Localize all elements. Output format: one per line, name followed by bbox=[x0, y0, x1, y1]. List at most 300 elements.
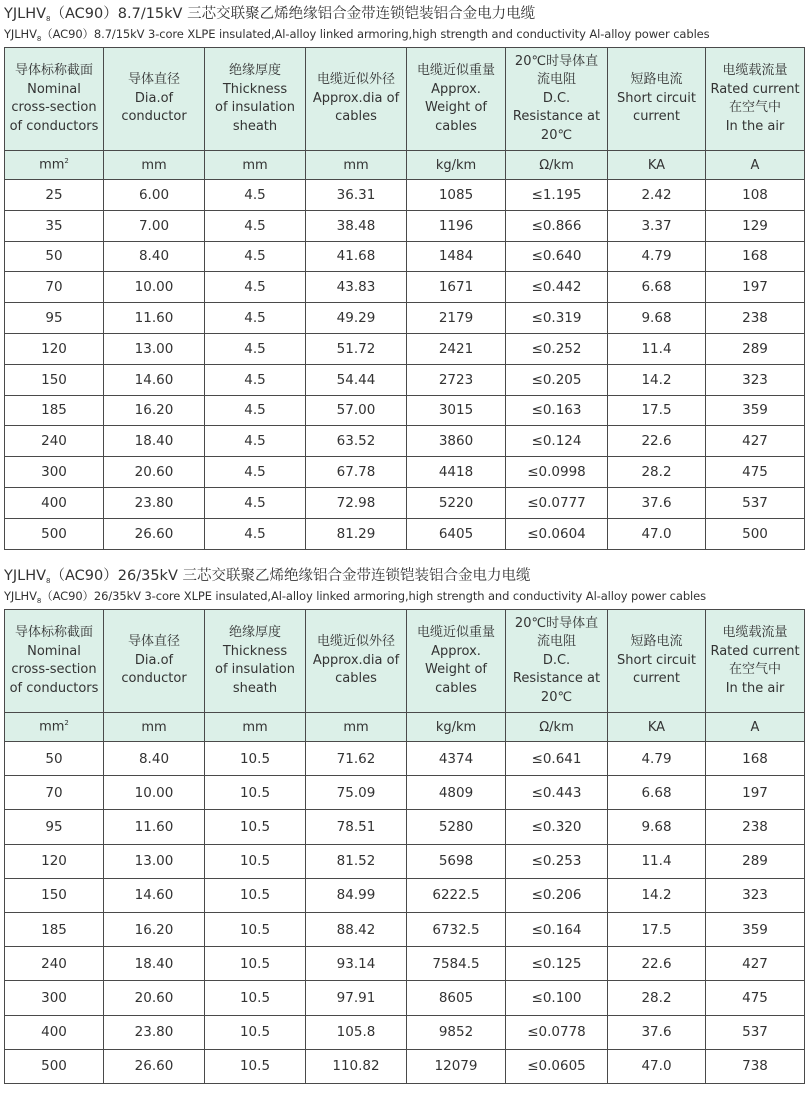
table-cell: 5220 bbox=[407, 487, 506, 518]
table-cell: 20.60 bbox=[104, 981, 205, 1015]
column-header-line: Approx.dia of bbox=[312, 90, 400, 106]
table-cell: 37.6 bbox=[608, 1015, 706, 1049]
table-cell: 9.68 bbox=[608, 303, 706, 334]
column-header-line: 电缆近似重量 bbox=[416, 625, 495, 640]
table-row bbox=[5, 210, 805, 241]
table-row bbox=[5, 241, 805, 272]
table-cell: ≤0.100 bbox=[506, 981, 608, 1015]
table-cell: 168 bbox=[706, 742, 805, 776]
table-cell: 75.09 bbox=[306, 776, 407, 810]
column-header-line: Resistance at bbox=[512, 671, 601, 687]
column-header-line: conductor bbox=[121, 671, 187, 687]
table-cell: 537 bbox=[706, 487, 805, 518]
table-cell: 5280 bbox=[407, 810, 506, 844]
table-cell: 54.44 bbox=[306, 364, 407, 395]
table-cell: 120 bbox=[5, 333, 104, 364]
table-cell: 108 bbox=[706, 180, 805, 211]
table-cell: ≤0.253 bbox=[506, 844, 608, 878]
table-cell: ≤0.442 bbox=[506, 272, 608, 303]
table-cell: ≤0.320 bbox=[506, 810, 608, 844]
table-cell: 81.52 bbox=[306, 844, 407, 878]
table-cell: 35 bbox=[5, 210, 104, 241]
column-header-line: 绝缘厚度 bbox=[228, 625, 281, 640]
column-header-line: cross-section bbox=[11, 100, 97, 115]
column-unit bbox=[306, 713, 407, 742]
table-cell: 3860 bbox=[407, 426, 506, 457]
column-unit bbox=[306, 151, 407, 180]
table-row bbox=[5, 426, 805, 457]
unit-label: mm bbox=[242, 719, 268, 735]
column-header-line: Rated current bbox=[710, 643, 800, 659]
unit-label: mm bbox=[141, 157, 167, 173]
column-header-line: sheath bbox=[232, 118, 278, 134]
section-title-en: $YJLHV_8(AC90)26/35kV$ 3-core XLPE insulated,Al-alloy linked armoring,high strength and conductivity Al-alloy power cables bbox=[4, 589, 706, 605]
table-cell: 4.79 bbox=[608, 742, 706, 776]
table-row bbox=[5, 1049, 805, 1083]
table-cell: 95 bbox=[5, 303, 104, 334]
table-cell: 4.5 bbox=[205, 364, 306, 395]
table-cell: 38.48 bbox=[306, 210, 407, 241]
column-header-line: 短路电流 bbox=[630, 72, 683, 88]
table-cell: 50 bbox=[5, 241, 104, 272]
table-cell: 9852 bbox=[407, 1015, 506, 1049]
column-header bbox=[104, 48, 205, 151]
column-header bbox=[306, 610, 407, 713]
table-cell: 475 bbox=[706, 457, 805, 488]
table-cell: 185 bbox=[5, 395, 104, 426]
table-cell: 6405 bbox=[407, 518, 506, 549]
table-cell: 10.5 bbox=[205, 947, 306, 981]
column-header-line: Dia.of bbox=[134, 90, 174, 106]
table-cell: 14.2 bbox=[608, 364, 706, 395]
column-header-line: Rated current bbox=[710, 81, 800, 97]
table-row bbox=[5, 487, 805, 518]
table-cell: 738 bbox=[706, 1049, 805, 1083]
table-cell: 81.29 bbox=[306, 518, 407, 549]
table-cell: ≤0.0998 bbox=[506, 457, 608, 488]
table-cell: 11.60 bbox=[104, 303, 205, 334]
table-cell: ≤0.640 bbox=[506, 241, 608, 272]
column-header bbox=[104, 610, 205, 713]
table-row bbox=[5, 912, 805, 946]
column-header-line: conductor bbox=[121, 109, 187, 125]
column-header-line: Weight of bbox=[425, 100, 487, 115]
unit-label: mm bbox=[141, 719, 167, 735]
table-cell: 2.42 bbox=[608, 180, 706, 211]
column-header-line: 电缆载流量 bbox=[722, 625, 788, 640]
table-cell: 4.5 bbox=[205, 241, 306, 272]
table-cell: 4.5 bbox=[205, 487, 306, 518]
column-unit bbox=[104, 151, 205, 180]
column-header bbox=[608, 48, 706, 151]
table-cell: 238 bbox=[706, 810, 805, 844]
table-cell: 88.42 bbox=[306, 912, 407, 946]
column-header-line: D.C. bbox=[542, 652, 571, 668]
table-cell: 10.5 bbox=[205, 912, 306, 946]
table-cell: 6.68 bbox=[608, 776, 706, 810]
column-header-line: 电缆近似外径 bbox=[316, 72, 395, 88]
table-cell: 51.72 bbox=[306, 333, 407, 364]
table-cell: 2421 bbox=[407, 333, 506, 364]
table-cell: 9.68 bbox=[608, 810, 706, 844]
column-header-line: D.C. bbox=[542, 90, 571, 106]
unit-label: mm bbox=[242, 157, 268, 173]
table-cell: 4.79 bbox=[608, 241, 706, 272]
column-header-line: cables bbox=[435, 680, 477, 696]
table-cell: 4374 bbox=[407, 742, 506, 776]
column-header bbox=[205, 48, 306, 151]
table-cell: 6222.5 bbox=[407, 878, 506, 912]
table-cell: 84.99 bbox=[306, 878, 407, 912]
column-header bbox=[407, 48, 506, 151]
column-header-line: Short circuit bbox=[617, 652, 696, 668]
column-header-line: of conductors bbox=[9, 118, 99, 134]
table-cell: ≤0.0605 bbox=[506, 1049, 608, 1083]
table-row bbox=[5, 844, 805, 878]
table-row bbox=[5, 947, 805, 981]
table-cell: 150 bbox=[5, 364, 104, 395]
table-row bbox=[5, 981, 805, 1015]
table-cell: 1196 bbox=[407, 210, 506, 241]
column-unit bbox=[407, 713, 506, 742]
table-cell: 14.60 bbox=[104, 878, 205, 912]
column-header bbox=[5, 48, 104, 151]
column-header-line: 20℃时导体直 bbox=[514, 53, 599, 69]
table-cell: 17.5 bbox=[608, 912, 706, 946]
section-title-cn: $YJLHV_8(AC90)8.7/15kV$ 三芯交联聚乙烯绝缘铝合金带连锁铠装铝合金电力电缆 bbox=[4, 6, 536, 23]
table-cell: 500 bbox=[5, 1049, 104, 1083]
table-cell: 17.5 bbox=[608, 395, 706, 426]
column-unit bbox=[205, 713, 306, 742]
table-cell: 400 bbox=[5, 1015, 104, 1049]
table-cell: 2723 bbox=[407, 364, 506, 395]
table-cell: 26.60 bbox=[104, 518, 205, 549]
table-cell: 2179 bbox=[407, 303, 506, 334]
table-cell: 8605 bbox=[407, 981, 506, 1015]
table-cell: 300 bbox=[5, 981, 104, 1015]
table-units-row bbox=[5, 151, 805, 180]
table-cell: 10.5 bbox=[205, 878, 306, 912]
unit-label: A bbox=[750, 157, 760, 173]
table-cell: 4.5 bbox=[205, 333, 306, 364]
column-header bbox=[608, 610, 706, 713]
table-cell: 105.8 bbox=[306, 1015, 407, 1049]
unit-superscript: 2 bbox=[64, 719, 69, 728]
table-cell: 400 bbox=[5, 487, 104, 518]
table-cell: 23.80 bbox=[104, 487, 205, 518]
table-units-row bbox=[5, 713, 805, 742]
table-cell: 10.5 bbox=[205, 844, 306, 878]
table-cell: 12079 bbox=[407, 1049, 506, 1083]
column-header-line: current bbox=[633, 109, 680, 125]
table-cell: 11.60 bbox=[104, 810, 205, 844]
table-cell: 11.4 bbox=[608, 844, 706, 878]
table-cell: 14.60 bbox=[104, 364, 205, 395]
cable-spec-table bbox=[4, 609, 805, 1084]
column-header-line: Resistance at bbox=[512, 109, 601, 125]
table-cell: 10.00 bbox=[104, 776, 205, 810]
column-header-line: Nominal bbox=[27, 643, 81, 659]
table-cell: 6.00 bbox=[104, 180, 205, 211]
table-cell: 289 bbox=[706, 844, 805, 878]
table-cell: 359 bbox=[706, 912, 805, 946]
table-cell: 50 bbox=[5, 742, 104, 776]
table-cell: 240 bbox=[5, 947, 104, 981]
table-cell: 359 bbox=[706, 395, 805, 426]
column-header bbox=[706, 48, 805, 151]
table-cell: ≤0.206 bbox=[506, 878, 608, 912]
table-cell: 129 bbox=[706, 210, 805, 241]
table-cell: 500 bbox=[5, 518, 104, 549]
table-cell: 11.4 bbox=[608, 333, 706, 364]
table-cell: 1484 bbox=[407, 241, 506, 272]
table-row bbox=[5, 364, 805, 395]
column-unit bbox=[5, 713, 104, 742]
table-cell: 168 bbox=[706, 241, 805, 272]
table-cell: 71.62 bbox=[306, 742, 407, 776]
table-cell: 4418 bbox=[407, 457, 506, 488]
column-header-line: 导体直径 bbox=[127, 634, 180, 650]
table-cell: 6732.5 bbox=[407, 912, 506, 946]
table-cell: 238 bbox=[706, 303, 805, 334]
column-header bbox=[407, 610, 506, 713]
table-cell: 4.5 bbox=[205, 180, 306, 211]
column-header-line: 电缆近似重量 bbox=[416, 63, 495, 78]
column-header bbox=[506, 610, 608, 713]
column-header-line: current bbox=[633, 671, 680, 687]
table-row bbox=[5, 518, 805, 549]
table-cell: ≤0.205 bbox=[506, 364, 608, 395]
unit-label: A bbox=[750, 719, 760, 735]
column-header-line: cables bbox=[435, 118, 477, 134]
column-header-line: sheath bbox=[232, 680, 278, 696]
table-row bbox=[5, 878, 805, 912]
table-cell: 14.2 bbox=[608, 878, 706, 912]
table-cell: 95 bbox=[5, 810, 104, 844]
column-unit bbox=[5, 151, 104, 180]
table-cell: 427 bbox=[706, 426, 805, 457]
table-cell: 10.00 bbox=[104, 272, 205, 303]
table-cell: 4.5 bbox=[205, 210, 306, 241]
table-cell: 185 bbox=[5, 912, 104, 946]
table-cell: 4809 bbox=[407, 776, 506, 810]
table-cell: 57.00 bbox=[306, 395, 407, 426]
column-header bbox=[706, 610, 805, 713]
column-header-line: 导体标称截面 bbox=[14, 625, 93, 640]
column-header-line: Thickness bbox=[222, 81, 288, 97]
column-header-line: 流电阻 bbox=[536, 634, 576, 650]
table-cell: 72.98 bbox=[306, 487, 407, 518]
column-header-line: Dia.of bbox=[134, 652, 174, 668]
unit-superscript: 2 bbox=[64, 157, 69, 166]
column-header-line: In the air bbox=[725, 680, 785, 696]
column-header-line: Short circuit bbox=[617, 90, 696, 106]
table-cell: 537 bbox=[706, 1015, 805, 1049]
table-cell: 43.83 bbox=[306, 272, 407, 303]
table-cell: 67.78 bbox=[306, 457, 407, 488]
unit-label: mm bbox=[343, 719, 369, 735]
table-cell: 97.91 bbox=[306, 981, 407, 1015]
table-cell: ≤0.163 bbox=[506, 395, 608, 426]
column-header-line: Nominal bbox=[27, 81, 81, 97]
table-cell: 323 bbox=[706, 364, 805, 395]
table-cell: 22.6 bbox=[608, 947, 706, 981]
table-cell: 7584.5 bbox=[407, 947, 506, 981]
table-row bbox=[5, 180, 805, 211]
table-cell: ≤0.443 bbox=[506, 776, 608, 810]
column-unit bbox=[506, 151, 608, 180]
column-header-line: 短路电流 bbox=[630, 634, 683, 650]
column-header-line: 在空气中 bbox=[728, 662, 781, 677]
table-cell: 16.20 bbox=[104, 395, 205, 426]
table-cell: 13.00 bbox=[104, 844, 205, 878]
column-header-line: In the air bbox=[725, 118, 785, 134]
unit-label: mm bbox=[39, 719, 65, 735]
column-header-line: 电缆近似外径 bbox=[316, 634, 395, 650]
table-cell: 500 bbox=[706, 518, 805, 549]
unit-label: KA bbox=[647, 157, 666, 173]
table-cell: 63.52 bbox=[306, 426, 407, 457]
cable-spec-table bbox=[4, 47, 805, 550]
table-cell: 41.68 bbox=[306, 241, 407, 272]
table-cell: 70 bbox=[5, 272, 104, 303]
column-header bbox=[5, 610, 104, 713]
column-header-line: 电缆载流量 bbox=[722, 63, 788, 78]
table-cell: 10.5 bbox=[205, 1015, 306, 1049]
table-row bbox=[5, 395, 805, 426]
table-cell: 7.00 bbox=[104, 210, 205, 241]
column-header bbox=[306, 48, 407, 151]
table-row bbox=[5, 303, 805, 334]
table-cell: 25 bbox=[5, 180, 104, 211]
table-row bbox=[5, 776, 805, 810]
column-header bbox=[205, 610, 306, 713]
table-cell: 28.2 bbox=[608, 457, 706, 488]
unit-label: kg/km bbox=[435, 157, 477, 173]
column-header-line: of insulation bbox=[214, 662, 295, 677]
column-header-line: cross-section bbox=[11, 662, 97, 677]
table-cell: 1671 bbox=[407, 272, 506, 303]
table-cell: 300 bbox=[5, 457, 104, 488]
table-cell: 18.40 bbox=[104, 426, 205, 457]
column-unit bbox=[608, 151, 706, 180]
table-cell: ≤0.164 bbox=[506, 912, 608, 946]
column-header-line: of conductors bbox=[9, 680, 99, 696]
column-unit bbox=[407, 151, 506, 180]
table-cell: ≤0.125 bbox=[506, 947, 608, 981]
table-cell: ≤1.195 bbox=[506, 180, 608, 211]
table-cell: 120 bbox=[5, 844, 104, 878]
table-cell: 16.20 bbox=[104, 912, 205, 946]
unit-label: mm bbox=[39, 157, 65, 173]
column-header-line: Weight of bbox=[425, 662, 487, 677]
table-cell: 6.68 bbox=[608, 272, 706, 303]
column-header-line: of insulation bbox=[214, 100, 295, 115]
table-cell: 23.80 bbox=[104, 1015, 205, 1049]
column-header-line: Approx. bbox=[431, 81, 481, 97]
unit-label: KA bbox=[647, 719, 666, 735]
table-cell: 240 bbox=[5, 426, 104, 457]
table-cell: 323 bbox=[706, 878, 805, 912]
column-header-line: Thickness bbox=[222, 643, 288, 659]
table-cell: 28.2 bbox=[608, 981, 706, 1015]
table-cell: 110.82 bbox=[306, 1049, 407, 1083]
table-cell: 47.0 bbox=[608, 1049, 706, 1083]
table-cell: 4.5 bbox=[205, 518, 306, 549]
table-cell: 4.5 bbox=[205, 395, 306, 426]
column-unit bbox=[706, 713, 805, 742]
table-header-row bbox=[5, 48, 805, 151]
table-cell: 8.40 bbox=[104, 241, 205, 272]
table-cell: 4.5 bbox=[205, 426, 306, 457]
table-cell: 10.5 bbox=[205, 776, 306, 810]
section-title-en: $YJLHV_8(AC90)8.7/15kV$ 3-core XLPE insulated,Al-alloy linked armoring,high strength and conductivity Al-alloy power cables bbox=[4, 27, 710, 43]
table-cell: 13.00 bbox=[104, 333, 205, 364]
table-cell: 47.0 bbox=[608, 518, 706, 549]
table-cell: 475 bbox=[706, 981, 805, 1015]
table-row bbox=[5, 333, 805, 364]
column-header-line: 在空气中 bbox=[728, 100, 781, 115]
table-cell: 289 bbox=[706, 333, 805, 364]
column-header-line: 20℃ bbox=[540, 127, 573, 143]
table-row bbox=[5, 742, 805, 776]
table-cell: ≤0.252 bbox=[506, 333, 608, 364]
unit-label: Ω/km bbox=[539, 719, 574, 735]
unit-label: mm bbox=[343, 157, 369, 173]
column-unit bbox=[608, 713, 706, 742]
column-header-line: 绝缘厚度 bbox=[228, 63, 281, 78]
table-cell: 1085 bbox=[407, 180, 506, 211]
table-cell: ≤0.0604 bbox=[506, 518, 608, 549]
table-cell: 78.51 bbox=[306, 810, 407, 844]
table-cell: 49.29 bbox=[306, 303, 407, 334]
column-header-line: cables bbox=[335, 671, 377, 687]
table-cell: 3015 bbox=[407, 395, 506, 426]
column-header bbox=[506, 48, 608, 151]
table-cell: 197 bbox=[706, 776, 805, 810]
table-cell: ≤0.124 bbox=[506, 426, 608, 457]
table-cell: 4.5 bbox=[205, 457, 306, 488]
table-cell: 8.40 bbox=[104, 742, 205, 776]
unit-label: kg/km bbox=[435, 719, 477, 735]
table-cell: 3.37 bbox=[608, 210, 706, 241]
column-header-line: 导体直径 bbox=[127, 72, 180, 88]
table-cell: ≤0.866 bbox=[506, 210, 608, 241]
column-header-line: 20℃时导体直 bbox=[514, 615, 599, 631]
table-cell: 10.5 bbox=[205, 1049, 306, 1083]
table-cell: 36.31 bbox=[306, 180, 407, 211]
table-row bbox=[5, 272, 805, 303]
column-header-line: cables bbox=[335, 109, 377, 125]
table-cell: ≤0.0777 bbox=[506, 487, 608, 518]
table-cell: 20.60 bbox=[104, 457, 205, 488]
table-cell: 197 bbox=[706, 272, 805, 303]
column-header-line: 导体标称截面 bbox=[14, 63, 93, 78]
column-unit bbox=[506, 713, 608, 742]
table-cell: 10.5 bbox=[205, 981, 306, 1015]
table-cell: ≤0.319 bbox=[506, 303, 608, 334]
table-cell: 26.60 bbox=[104, 1049, 205, 1083]
table-cell: 18.40 bbox=[104, 947, 205, 981]
table-row bbox=[5, 1015, 805, 1049]
table-cell: 70 bbox=[5, 776, 104, 810]
column-unit bbox=[205, 151, 306, 180]
table-cell: 93.14 bbox=[306, 947, 407, 981]
table-cell: ≤0.0778 bbox=[506, 1015, 608, 1049]
unit-label: Ω/km bbox=[539, 157, 574, 173]
column-header-line: Approx.dia of bbox=[312, 652, 400, 668]
table-cell: 37.6 bbox=[608, 487, 706, 518]
